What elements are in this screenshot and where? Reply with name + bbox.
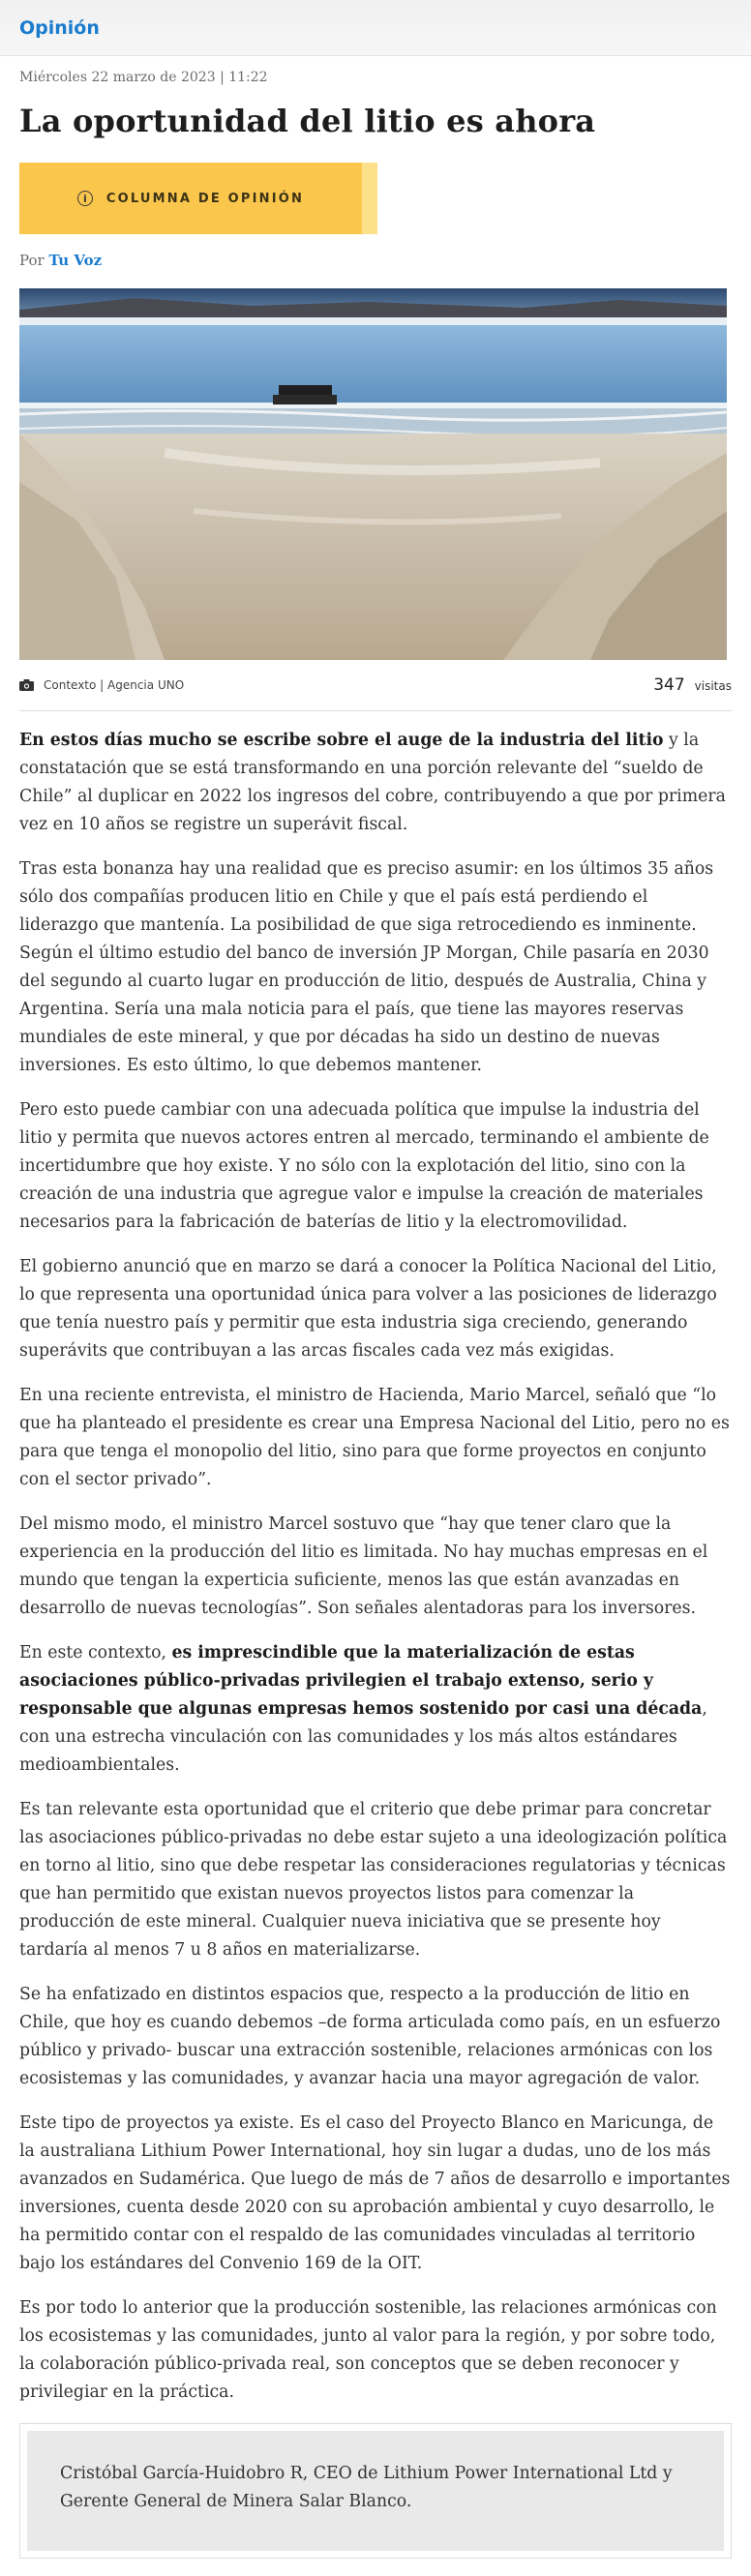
author-link[interactable]: Tu Voz (48, 252, 103, 269)
article-container (0, 70, 751, 2559)
byline (19, 252, 732, 269)
paragraph-bold: En estos días mucho se escribe sobre el auge de la industria del litio (19, 731, 664, 750)
top-bar (0, 0, 751, 56)
paragraph-text: , con una estrecha vinculación con las comunidades y los más altos estándares medioambientales. (19, 1699, 707, 1775)
page-title: La oportunidad del litio es ahora (19, 103, 596, 139)
publish-date: Miércoles 22 marzo de 2023 | 11:22 (19, 70, 268, 85)
paragraph-text: y la constatación que se está transformando en una porción relevante del “sueldo de Chile” al duplicar en 2022 los ingresos del cobre, contribuyendo a que por primera vez en 10 años se registre un superávit fiscal. (19, 731, 726, 834)
section-link-opinion[interactable]: Opinión (19, 17, 100, 39)
paragraph: Pero esto puede cambiar con una adecuada política que impulse la industria del litio y permita que nuevos actores entren al mercado, terminando el ambiente de incertidumbre que hoy existe. Y no sólo con la explotación del litio, sino con la creación de una industria que agregue valor e impulse la creación de materiales necesarios para la fabricación de baterías de litio y la electromovilidad. (19, 1100, 709, 1232)
image-caption-row (19, 674, 732, 711)
paragraph: El gobierno anunció que en marzo se dará a conocer la Política Nacional del Litio, lo que representa una oportunidad única para volver a las posiciones de liderazgo que tenía nuestro país y permitir que esta industria siga creciendo, generando superávits que contribuyan a las arcas fiscales cada vez más exigidas. (19, 1257, 717, 1361)
author-box (19, 2423, 732, 2559)
camera-icon (19, 679, 34, 691)
paragraph-text: En este contexto, (19, 1643, 172, 1662)
article-body (19, 727, 732, 2407)
paragraph-bold: es imprescindible que la materialización de estas asociaciones público-privadas privilegien el trabajo extenso, serio y responsable que algunas empresas hemos sostenido por casi una década (19, 1643, 703, 1719)
paragraph: Del mismo modo, el ministro Marcel sostuvo que “hay que tener claro que la experiencia en la producción del litio es limitada. No hay muchas empresas en el mundo que tengan la experticia suficiente, menos las que están avanzadas en desarrollo de nuevas tecnologías”. Son señales alentadoras para los inversores. (19, 1514, 708, 1618)
paragraph: En una reciente entrevista, el ministro de Hacienda, Mario Marcel, señaló que “lo que ha planteado el presidente es crear una Empresa Nacional del Litio, pero no es para que tenga el monopolio del litio, sino para que forme proyectos en conjunto con el sector privado”. (19, 1386, 730, 1489)
image-caption: Contexto | Agencia UNO (44, 678, 185, 692)
visits-label: visitas (694, 679, 732, 693)
paragraph: Este tipo de proyectos ya existe. Es el caso del Proyecto Blanco en Maricunga, de la australiana Lithium Power International, hoy sin lugar a dudas, uno de los más avanzados en Sudamérica. Que luego de más de 7 años de desarrollo e importantes inversiones, cuenta desde 2020 con su aprobación ambiental y cuyo desarrollo, le ha permitido contar con el respaldo de las comunidades vinculadas al territorio bajo los estándares del Convenio 169 de la OIT. (19, 2113, 731, 2273)
paragraph (19, 1639, 732, 1780)
paragraph: Es por todo lo anterior que la producción sostenible, las relaciones armónicas con los ecosistemas y las comunidades, junto al valor para la región, y por sobre todo, la colaboración público-privada real, son conceptos que se deben reconocer y privilegiar en la práctica. (19, 2298, 717, 2402)
byline-prefix: Por (19, 252, 45, 269)
badge-label: COLUMNA DE OPINIÓN (105, 191, 305, 206)
info-icon: i (77, 191, 93, 206)
hero-image (19, 288, 727, 660)
author-bio: Cristóbal García-Huidobro R, CEO de Lithium Power International Ltd y Gerente General de Minera Salar Blanco. (27, 2431, 724, 2551)
paragraph: Se ha enfatizado en distintos espacios que, respecto a la producción de litio en Chile, que hoy es cuando debemos –de forma articulada como país, en un esfuerzo público y privado- buscar una extracción sostenible, relaciones armónicas con los ecosistemas y las comunidades, y avanzar hacia una mayor agregación de valor. (19, 1985, 721, 2088)
visits-count: 347 (653, 675, 685, 695)
opinion-badge (19, 163, 377, 234)
paragraph: Tras esta bonanza hay una realidad que es preciso asumir: en los últimos 35 años sólo dos compañías producen litio en Chile y que el país está perdiendo el liderazgo que mantenía. La posibilidad de que siga retrocediendo es inminente. Según el último estudio del banco de inversión JP Morgan, Chile pasaría en 2030 del segundo al cuarto lugar en producción de litio, después de Australia, China y Argentina. Sería una mala noticia para el país, que tiene las mayores reservas mundiales de este mineral, y que por décadas ha sido un destino de nuevas inversiones. Es esto último, lo que debemos mantener. (19, 859, 714, 1075)
paragraph: Es tan relevante esta oportunidad que el criterio que debe primar para concretar las asociaciones público-privadas no debe estar sujeto a una ideologización política en torno al litio, sino que debe respetar las consideraciones regulatorias y técnicas que han permitido que existan nuevos proyectos listos para comenzar la producción de este mineral. Cualquier nueva iniciativa que se presente hoy tardaría al menos 7 u 8 años en materializarse. (19, 1800, 728, 1960)
paragraph (19, 727, 732, 839)
visit-counter (653, 675, 732, 695)
